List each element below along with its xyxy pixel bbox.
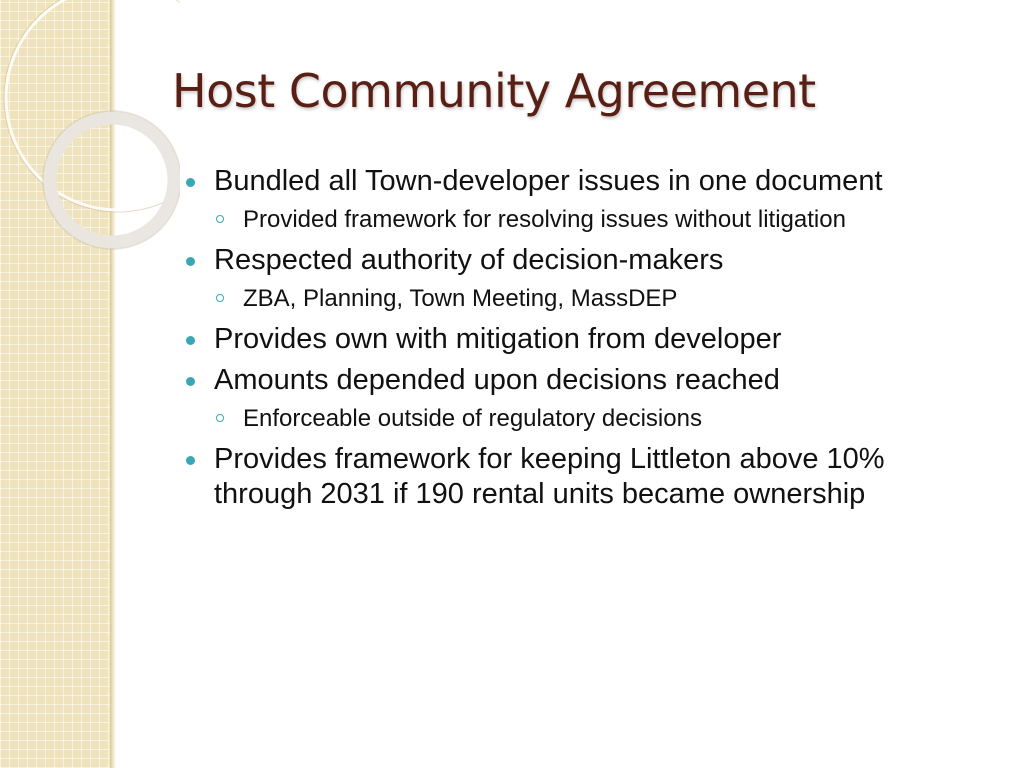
bullet-item — [182, 322, 982, 357]
bullet-ring-icon — [216, 215, 224, 223]
bullet-item — [182, 442, 982, 512]
sub-bullet-text: Enforceable outside of regulatory decisions — [243, 405, 702, 432]
sub-bullet-text: ZBA, Planning, Town Meeting, MassDEP — [243, 285, 678, 312]
bullet-text: Provides framework for keeping Littleton above 10% through 2031 if 190 rental units became ownership — [214, 443, 885, 510]
bullet-ring-icon — [216, 414, 224, 422]
decorative-ring — [50, 118, 174, 242]
sub-bullet-item — [182, 284, 982, 314]
sub-bullet-text: Provided framework for resolving issues without litigation — [243, 206, 846, 233]
slide-title: Host Community Agreement — [172, 64, 816, 118]
bullet-text: Amounts depended upon decisions reached — [214, 364, 780, 396]
bullet-dot-icon — [186, 377, 195, 386]
bullet-list — [182, 164, 982, 518]
decorative-circle-large-shadow — [4, 0, 180, 212]
sub-bullet-item — [182, 205, 982, 235]
bullet-item — [182, 363, 982, 398]
bullet-dot-icon — [186, 336, 195, 345]
decorative-circle-large — [6, 0, 180, 210]
bullet-dot-icon — [186, 178, 195, 187]
bullet-item — [182, 243, 982, 278]
bullet-ring-icon — [216, 294, 224, 302]
bullet-text: Bundled all Town-developer issues in one document — [214, 165, 883, 197]
bullet-dot-icon — [186, 456, 195, 465]
decorative-circles — [0, 0, 180, 260]
sub-bullet-item — [182, 404, 982, 434]
bullet-item — [182, 164, 982, 199]
bullet-dot-icon — [186, 257, 195, 266]
bullet-text: Provides own with mitigation from developer — [214, 323, 782, 355]
bullet-text: Respected authority of decision-makers — [214, 244, 724, 276]
